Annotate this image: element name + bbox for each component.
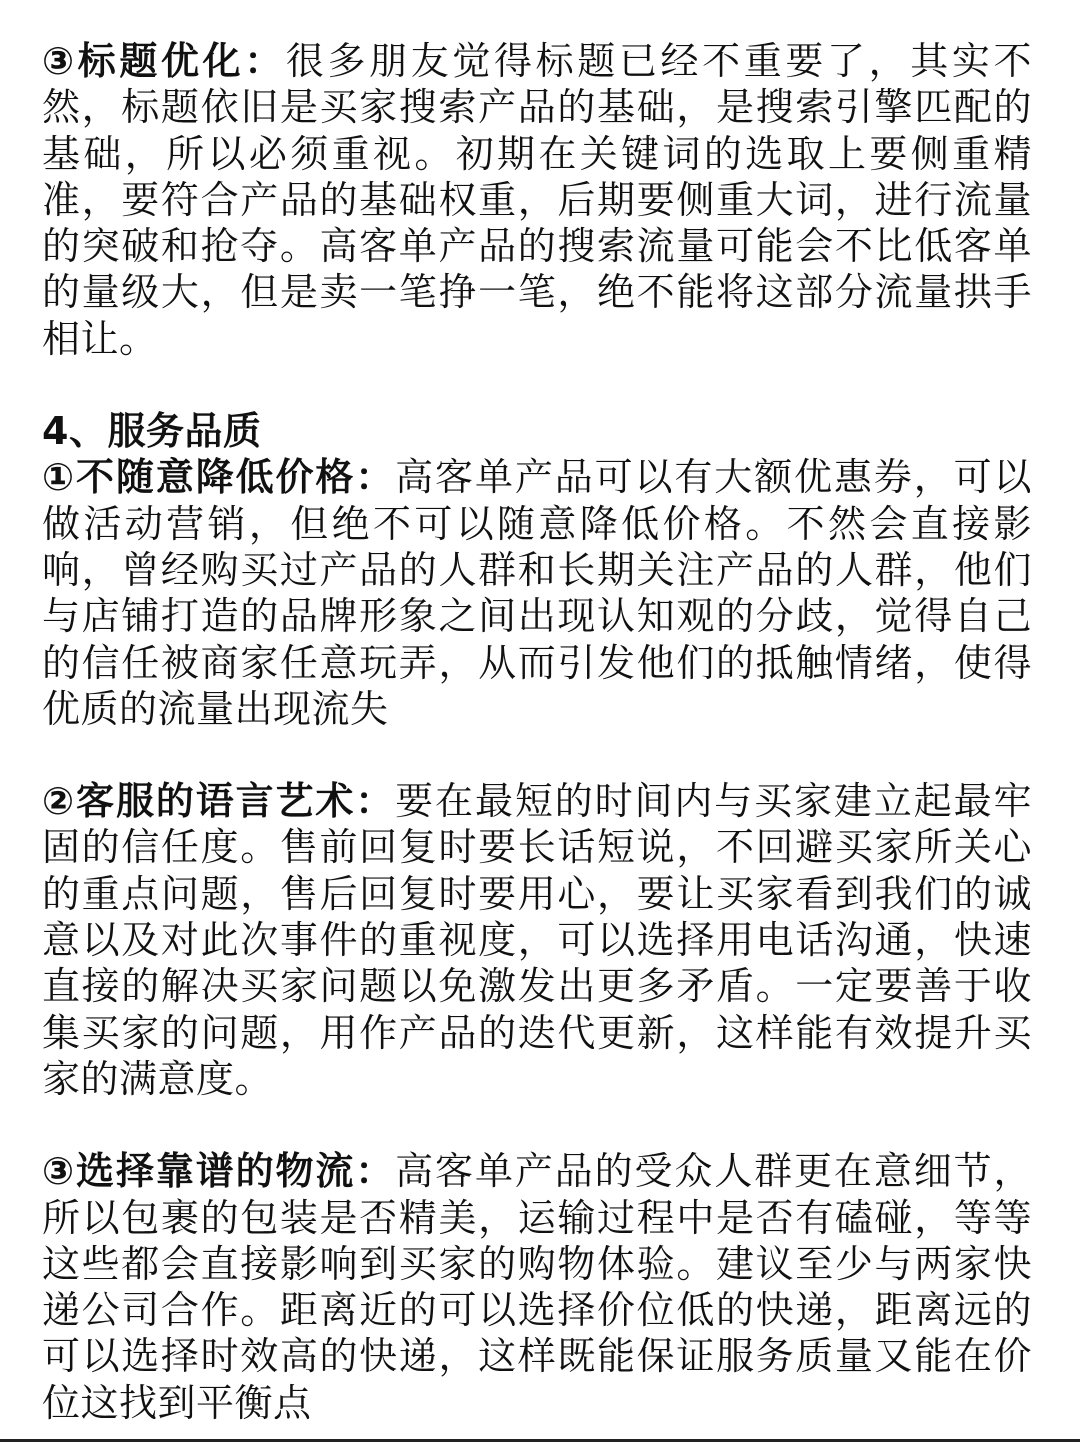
paragraph-body: 很多朋友觉得标题已经不重要了，其实不然，标题依旧是买家搜索产品的基础，是搜索引擎匹配的基础，所以必须重视。初期在关键词的选取上要侧重精准，要符合产品的基础权重，后期要侧重大词，进行流量的突破和抢夺。高客单产品的搜索流量可能会不比低客单的量级大，但是卖一笔挣一笔，绝不能将这部分流量拱手相让。 xyxy=(42,39,1032,361)
article-text xyxy=(42,38,1032,1426)
paragraph-customer-service xyxy=(42,778,1032,1102)
paragraph-gap xyxy=(42,732,1032,778)
paragraph-lead: ②客服的语言艺术： xyxy=(42,779,396,824)
paragraph-logistics xyxy=(42,1148,1032,1426)
paragraph-gap xyxy=(42,362,1032,408)
paragraph-lead: ③选择靠谱的物流： xyxy=(42,1149,396,1194)
paragraph-title-optimization xyxy=(42,38,1032,362)
paragraph-body: 要在最短的时间内与买家建立起最牢固的信任度。售前回复时要长话短说，不回避买家所关心的重点问题，售后回复时要用心，要让买家看到我们的诚意以及对此次事件的重视度，可以选择用电话沟通，快速直接的解决买家问题以免激发出更多矛盾。一定要善于收集买家的问题，用作产品的迭代更新，这样能有效提升买家的满意度。 xyxy=(42,779,1032,1101)
paragraph-body: 高客单产品可以有大额优惠券，可以做活动营销，但绝不可以随意降低价格。不然会直接影响，曾经购买过产品的人群和长期关注产品的人群，他们与店铺打造的品牌形象之间出现认知观的分歧，觉得自己的信任被商家任意玩弄，从而引发他们的抵触情绪，使得优质的流量出现流失 xyxy=(42,455,1032,731)
paragraph-body: 高客单产品的受众人群更在意细节，所以包裹的包装是否精美，运输过程中是否有磕碰，等等这些都会直接影响到买家的购物体验。建议至少与两家快递公司合作。距离近的可以选择价位低的快递，距离远的可以选择时效高的快递，这样既能保证服务质量又能在价位这找到平衡点 xyxy=(42,1149,1032,1425)
section-heading: 4、服务品质 xyxy=(42,409,262,454)
paragraph-price xyxy=(42,454,1032,732)
paragraph-lead: ①不随意降低价格： xyxy=(42,455,396,500)
paragraph-lead: ③标题优化： xyxy=(42,39,286,83)
paragraph-gap xyxy=(42,1102,1032,1148)
